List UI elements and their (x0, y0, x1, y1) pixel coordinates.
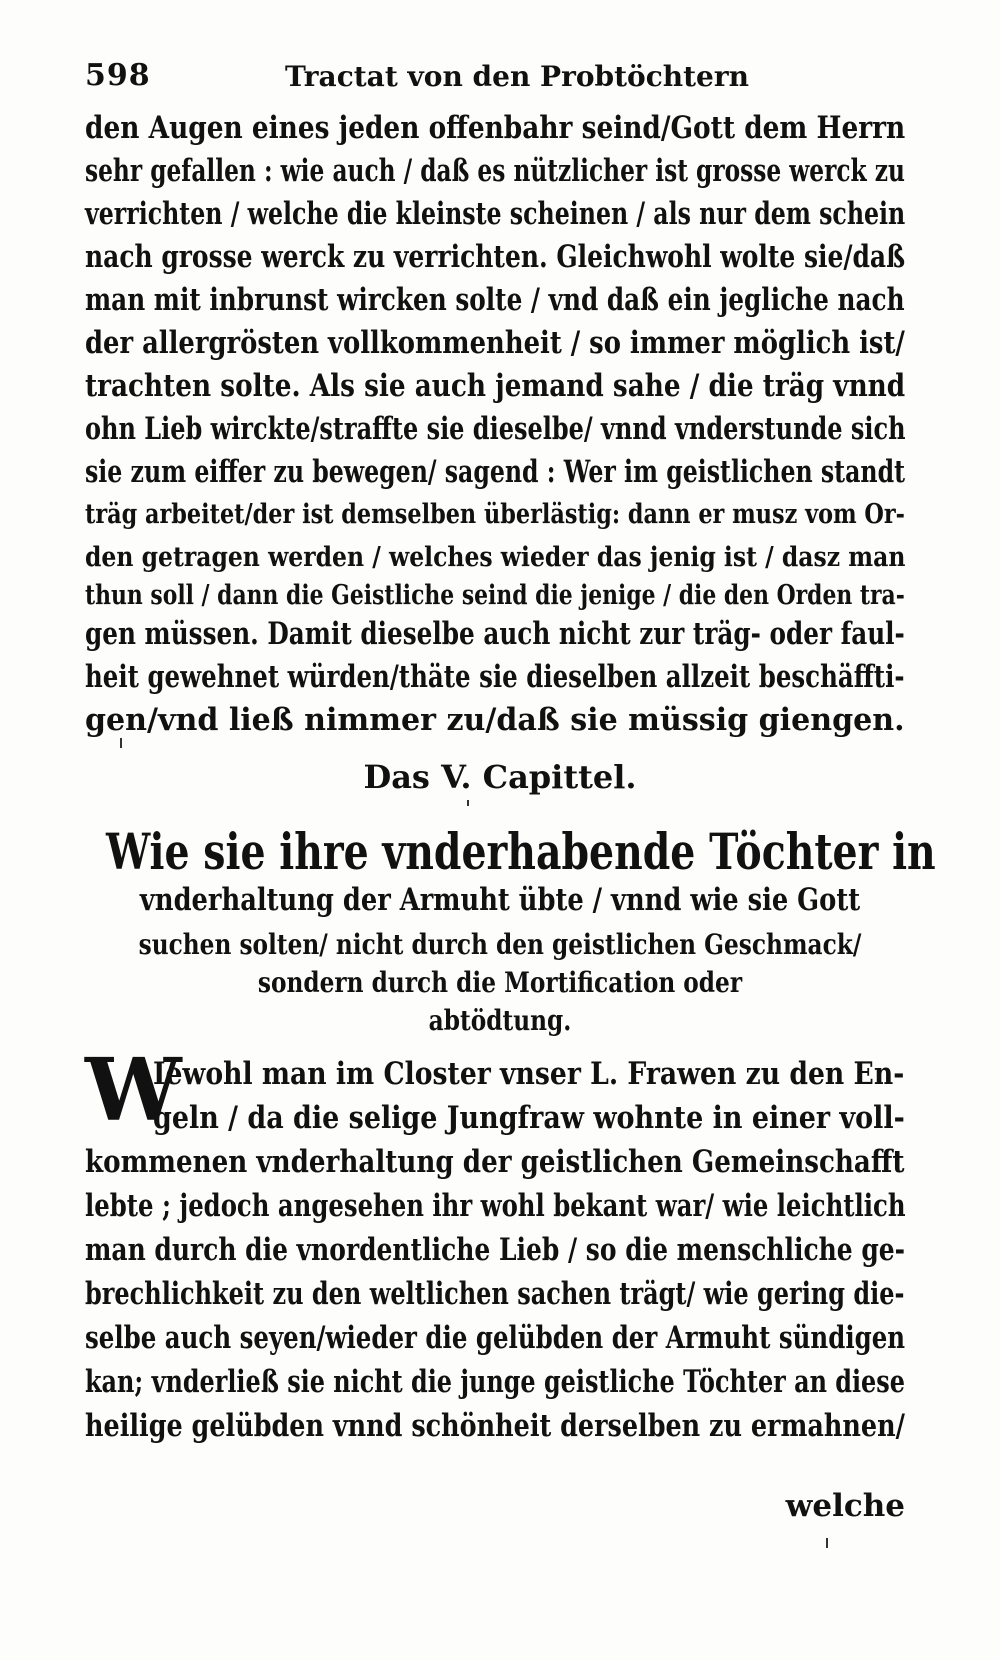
text-line: sehr gefallen : wie auch / daß es nützlicher ist grosse werck zu (85, 153, 905, 189)
text-line: der allergrösten vollkommenheit / so immer möglich ist/ (85, 325, 905, 361)
page-number: 598 (85, 58, 151, 93)
chapter-label: Das V. Capittel. (363, 758, 637, 796)
print-speck (826, 1538, 828, 1548)
text-line: man durch die vnordentliche Lieb / so die menschliche ge- (85, 1232, 906, 1268)
text-line: heilige gelübden vnnd schönheit derselben zu ermahnen/ (85, 1408, 905, 1444)
text-line: den Augen eines jeden offenbahr seind/Gott dem Herrn (85, 110, 906, 146)
chapter-subtitle-line: suchen solten/ nicht durch den geistlichen Geschmack/ (138, 928, 862, 961)
text-line: den getragen werden / welches wieder das jenig ist / dasz man (85, 542, 906, 573)
text-line: gen müssen. Damit dieselbe auch nicht zur träg- oder faul- (85, 616, 905, 652)
chapter-subtitle-line: vnderhaltung der Armuht übte / vnnd wie sie Gott (139, 882, 861, 918)
text-line: kan; vnderließ sie nicht die junge geistliche Töchter an diese (85, 1364, 905, 1400)
print-speck (120, 738, 122, 748)
text-line: sie zum eiffer zu bewegen/ sagend : Wer im geistlichen standt (85, 454, 906, 490)
text-line: man mit inbrunst wircken solte / vnd daß ein jegliche nach (85, 282, 905, 318)
text-line: thun soll / dann die Geistliche seind die jenige / die den Orden tra- (85, 580, 905, 611)
text-line: ohn Lieb wirckte/straffte sie dieselbe/ vnnd vnderstunde sich (85, 411, 906, 447)
chapter-subtitle-line: sondern durch die Mortification oder (257, 966, 743, 999)
text-line: träg arbeitet/der ist demselben überlästig: dann er musz vom Or- (85, 499, 905, 530)
page-header (85, 58, 915, 102)
print-speck (467, 800, 469, 806)
text-line: gen/vnd ließ nimmer zu/daß sie müssig giengen. (85, 702, 905, 738)
text-line: nach grosse werck zu verrichten. Gleichwohl wolte sie/daß (85, 239, 906, 275)
catchword: welche (785, 1488, 905, 1524)
chapter-title: Wie sie ihre vnderhabende Töchter in (106, 822, 936, 881)
text-line: geln / da die selige Jungfraw wohnte in einer voll- (153, 1100, 905, 1136)
text-line: brechlichkeit zu den weltlichen sachen trägt/ wie gering die- (85, 1276, 905, 1312)
drop-cap: W (85, 1040, 182, 1141)
text-line: heit gewehnet würden/thäte sie dieselben allzeit beschäffti- (85, 659, 905, 695)
running-head: Tractat von den Probtöchtern (285, 60, 749, 93)
text-line: Iewohl man im Closter vnser L. Frawen zu den En- (153, 1056, 905, 1092)
text-line: verrichten / welche die kleinste scheinen / als nur dem schein (85, 196, 906, 232)
text-line: trachten solte. Als sie auch jemand sahe / die träg vnnd (85, 368, 906, 404)
chapter-subtitle-line: abtödtung. (428, 1004, 572, 1037)
text-line: selbe auch seyen/wieder die gelübden der Armuht sündigen (85, 1320, 906, 1356)
text-line: kommenen vnderhaltung der geistlichen Gemeinschafft (85, 1144, 905, 1180)
text-line: lebte ; jedoch angesehen ihr wohl bekant war/ wie leichtlich (85, 1188, 906, 1224)
